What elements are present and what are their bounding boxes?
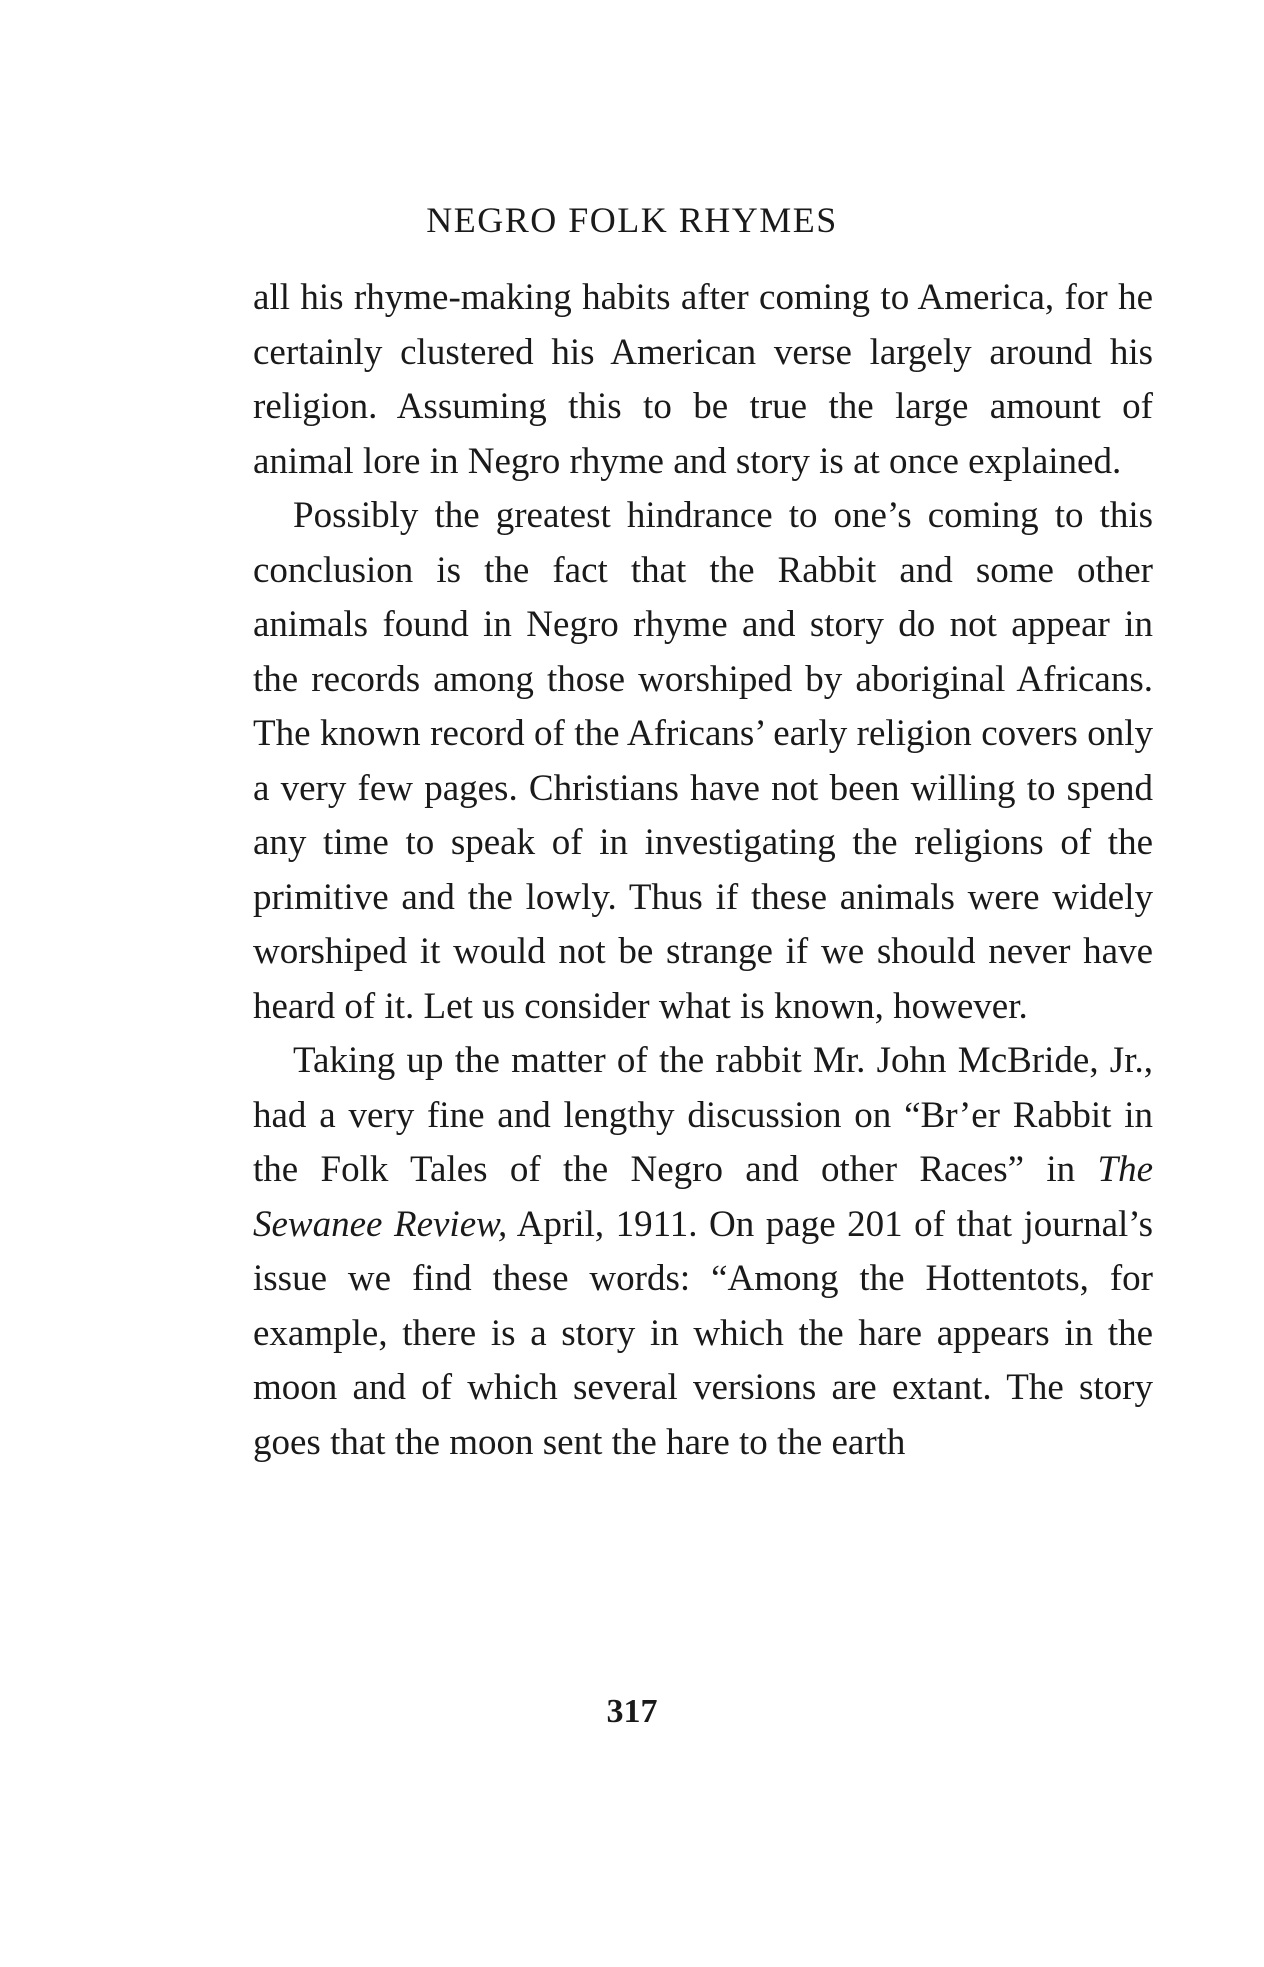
running-head: NEGRO FOLK RHYMES xyxy=(426,200,838,240)
paragraph-continued: all his rhyme-making habits after coming to America, for he certainly clustered his American verse largely around his religion. Assuming this to be true the large amount of animal lore in Negro rhyme and story is at once explained. xyxy=(253,277,1153,482)
paragraph: Possibly the greatest hindrance to one’s coming to this conclusion is the fact that the Rabbit and some other animals found in Negro rhyme and story do not appear in the records among those worshiped by aboriginal Africans. The known record of the Africans’ early religion covers only a very few pages. Christians have not been willing to spend any time to speak of in investigating the religions of the primitive and the lowly. Thus if these animals were widely worshiped it would not be strange if we should never have heard of it. Let us consider what is known, however. xyxy=(253,495,1153,1027)
body-text xyxy=(253,271,1153,1470)
paragraph-text-after-title: April, 1911. On page 201 of that journal’s issue we find these words: “Among the Hottentots, for example, there is a story in which the hare appears in the moon and of which several versions are extant. The story goes that the moon sent the hare to the earth xyxy=(253,1203,1153,1463)
paragraph-text-before-title: Taking up the matter of the rabbit Mr. John McBride, Jr., had a very fine and lengthy discussion on “Br’er Rabbit in the Folk Tales of the Negro and other Races” in xyxy=(253,1040,1153,1190)
journal-title: The Sewanee Review, xyxy=(253,1149,1153,1245)
paragraph xyxy=(253,1034,1153,1470)
page-number: 317 xyxy=(606,1693,658,1730)
